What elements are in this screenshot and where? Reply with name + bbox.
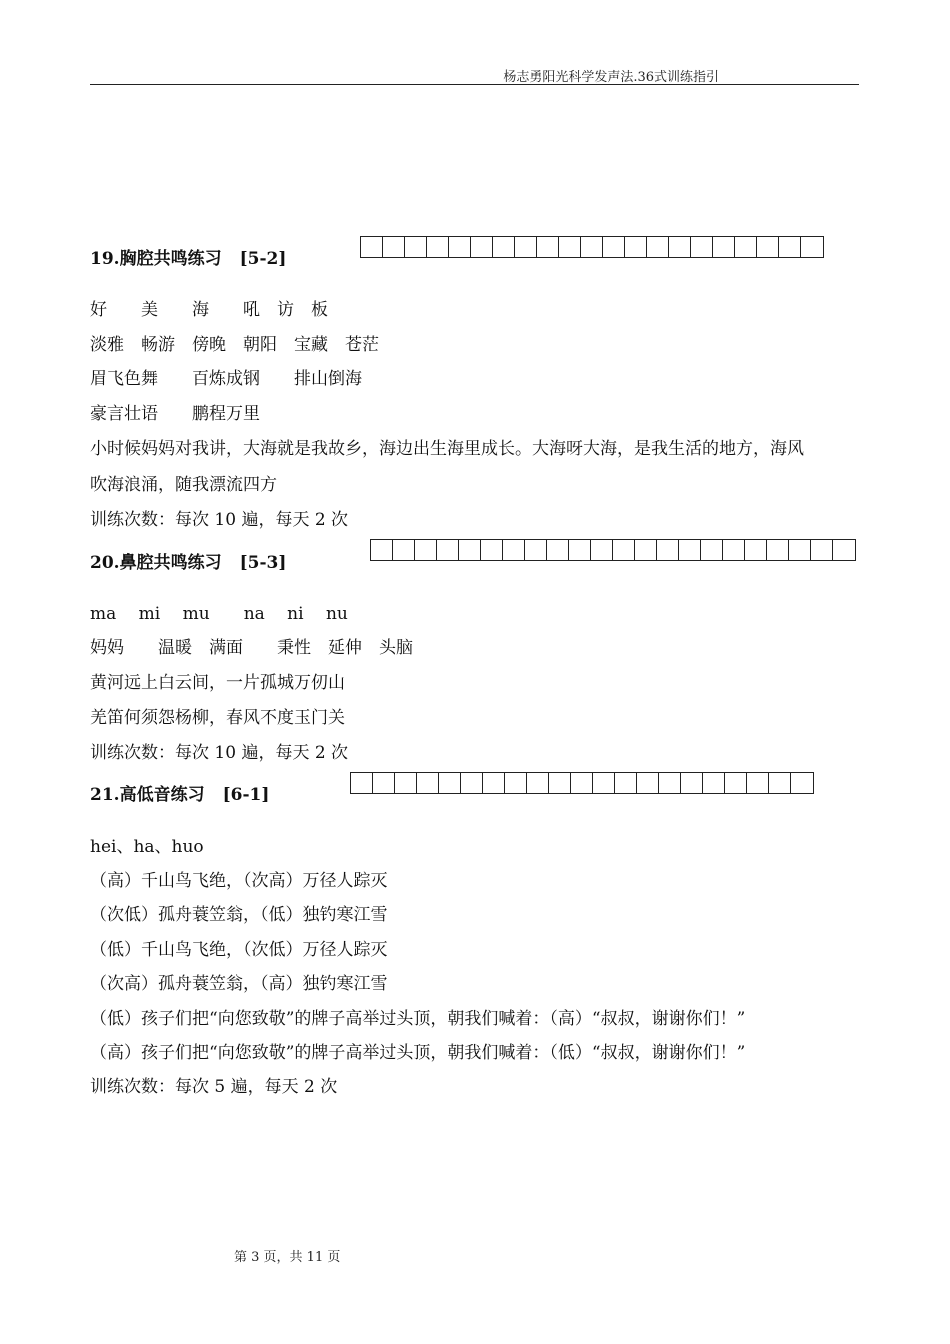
- tally-box[interactable]: [373, 773, 395, 793]
- tally-box[interactable]: [471, 237, 493, 257]
- tally-box[interactable]: [481, 540, 503, 560]
- text-line: ma mi mu na ni nu: [90, 604, 348, 624]
- tally-box[interactable]: [615, 773, 637, 793]
- tally-box[interactable]: [569, 540, 591, 560]
- tally-box[interactable]: [613, 540, 635, 560]
- tally-box[interactable]: [581, 237, 603, 257]
- tally-box[interactable]: [767, 540, 789, 560]
- tally-box[interactable]: [383, 237, 405, 257]
- section-title-21: [90, 780, 269, 805]
- tally-box[interactable]: [701, 540, 723, 560]
- tally-box[interactable]: [525, 540, 547, 560]
- section-code: [6-1]: [222, 785, 270, 805]
- tally-box[interactable]: [549, 773, 571, 793]
- tally-box[interactable]: [635, 540, 657, 560]
- text-line: （次低）孤舟蓑笠翁，（低）独钓寒江雪: [90, 905, 388, 925]
- text-line: hei、ha、huo: [90, 837, 204, 857]
- text-line: 好 美 海 吼 访 板: [90, 300, 328, 320]
- tally-box[interactable]: [461, 773, 483, 793]
- tally-boxes-19: [360, 236, 824, 258]
- tally-box[interactable]: [591, 540, 613, 560]
- tally-box[interactable]: [593, 773, 615, 793]
- training-count: 训练次数：每次 10 遍，每天 2 次: [90, 510, 349, 530]
- text-line: 淡雅 畅游 傍晚 朝阳 宝藏 苍茫: [90, 335, 379, 355]
- text-line: （高）孩子们把“向您致敬”的牌子高举过头顶，朝我们喊着：（低）“叔叔，谢谢你们！”: [90, 1043, 746, 1063]
- tally-box[interactable]: [647, 237, 669, 257]
- tally-box[interactable]: [503, 540, 525, 560]
- section-title-19: [90, 244, 286, 269]
- tally-box[interactable]: [417, 773, 439, 793]
- tally-box[interactable]: [361, 237, 383, 257]
- tally-box[interactable]: [791, 773, 813, 793]
- text-line: 吹海浪涌，随我漂流四方: [90, 475, 277, 495]
- tally-box[interactable]: [669, 237, 691, 257]
- tally-box[interactable]: [415, 540, 437, 560]
- section-title-text: 19.胸腔共鸣练习: [90, 249, 222, 269]
- tally-box[interactable]: [427, 237, 449, 257]
- tally-box[interactable]: [515, 237, 537, 257]
- tally-box[interactable]: [459, 540, 481, 560]
- tally-box[interactable]: [789, 540, 811, 560]
- tally-boxes-20: [370, 539, 856, 561]
- tally-box[interactable]: [725, 773, 747, 793]
- tally-box[interactable]: [559, 237, 581, 257]
- tally-box[interactable]: [745, 540, 767, 560]
- tally-box[interactable]: [437, 540, 459, 560]
- tally-box[interactable]: [681, 773, 703, 793]
- tally-box[interactable]: [527, 773, 549, 793]
- tally-box[interactable]: [393, 540, 415, 560]
- training-count: 训练次数：每次 10 遍，每天 2 次: [90, 743, 349, 763]
- text-line: 眉飞色舞 百炼成钢 排山倒海: [90, 369, 362, 389]
- tally-box[interactable]: [625, 237, 647, 257]
- tally-box[interactable]: [691, 237, 713, 257]
- page-footer: 第 3 页，共 11 页: [234, 1250, 341, 1265]
- tally-box[interactable]: [603, 237, 625, 257]
- tally-box[interactable]: [703, 773, 725, 793]
- tally-box[interactable]: [659, 773, 681, 793]
- tally-box[interactable]: [395, 773, 417, 793]
- section-code: [5-3]: [239, 553, 287, 573]
- tally-box[interactable]: [537, 237, 559, 257]
- tally-box[interactable]: [769, 773, 791, 793]
- text-line: 羌笛何须怨杨柳，春风不度玉门关: [90, 708, 345, 728]
- text-line: （低）孩子们把“向您致敬”的牌子高举过头顶，朝我们喊着：（高）“叔叔，谢谢你们！”: [90, 1009, 746, 1029]
- tally-box[interactable]: [505, 773, 527, 793]
- section-title-text: 20.鼻腔共鸣练习: [90, 553, 222, 573]
- tally-box[interactable]: [405, 237, 427, 257]
- tally-box[interactable]: [483, 773, 505, 793]
- text-line: 黄河远上白云间，一片孤城万仞山: [90, 673, 345, 693]
- section-title-text: 21.高低音练习: [90, 785, 205, 805]
- header-title: 杨志勇阳光科学发声法.36式训练指引: [503, 70, 719, 85]
- tally-box[interactable]: [811, 540, 833, 560]
- tally-box[interactable]: [351, 773, 373, 793]
- section-title-20: [90, 548, 286, 573]
- page-header: [90, 62, 859, 85]
- tally-box[interactable]: [747, 773, 769, 793]
- tally-box[interactable]: [713, 237, 735, 257]
- tally-box[interactable]: [439, 773, 461, 793]
- tally-box[interactable]: [801, 237, 823, 257]
- tally-box[interactable]: [735, 237, 757, 257]
- text-line: （高）千山鸟飞绝，（次高）万径人踪灭: [90, 871, 388, 891]
- text-line: 豪言壮语 鹏程万里: [90, 404, 260, 424]
- text-line: 妈妈 温暖 满面 秉性 延伸 头脑: [90, 638, 413, 658]
- tally-box[interactable]: [833, 540, 855, 560]
- tally-box[interactable]: [757, 237, 779, 257]
- tally-box[interactable]: [723, 540, 745, 560]
- tally-box[interactable]: [657, 540, 679, 560]
- tally-box[interactable]: [779, 237, 801, 257]
- tally-box[interactable]: [547, 540, 569, 560]
- tally-box[interactable]: [493, 237, 515, 257]
- section-code: [5-2]: [239, 249, 287, 269]
- tally-box[interactable]: [571, 773, 593, 793]
- text-line: 小时候妈妈对我讲，大海就是我故乡，海边出生海里成长。大海呀大海，是我生活的地方，海风: [90, 439, 804, 459]
- text-line: （低）千山鸟飞绝，（次低）万径人踪灭: [90, 940, 388, 960]
- tally-box[interactable]: [371, 540, 393, 560]
- tally-box[interactable]: [449, 237, 471, 257]
- tally-box[interactable]: [637, 773, 659, 793]
- training-count: 训练次数：每次 5 遍，每天 2 次: [90, 1077, 338, 1097]
- text-line: （次高）孤舟蓑笠翁，（高）独钓寒江雪: [90, 974, 388, 994]
- tally-box[interactable]: [679, 540, 701, 560]
- tally-boxes-21: [350, 772, 814, 794]
